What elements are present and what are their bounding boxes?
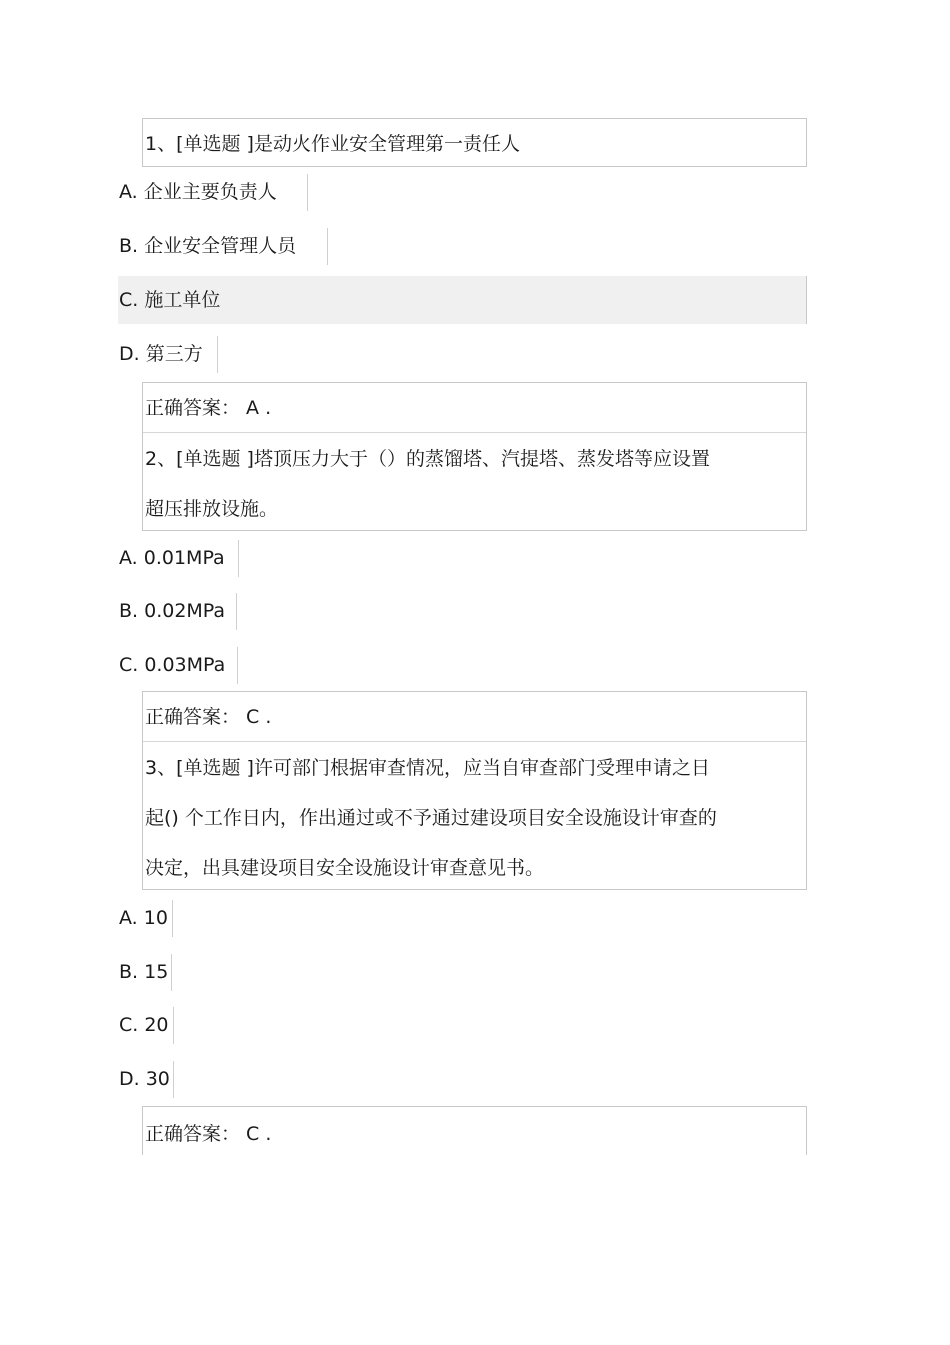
question-3-option-d[interactable] [119,1061,174,1098]
question-2-option-a[interactable] [119,540,239,577]
option-label: B. 15 [119,961,169,983]
question-2-option-c[interactable] [119,647,238,684]
answer-1-text: 正确答案： A . [145,397,272,419]
question-2-option-b[interactable] [119,593,237,630]
question-3-title-line-1: 3、[单选题 ]许可部门根据审查情况，应当自审查部门受理申请之日 [145,757,710,779]
question-3-option-c[interactable] [119,1007,174,1044]
answer-3-box [142,1106,807,1155]
answer-3-text: 正确答案： C . [145,1123,272,1145]
question-1-box [142,118,807,167]
option-label: C. 0.03MPa [119,654,226,676]
question-3-title-line-3: 决定，出具建设项目安全设施设计审查意见书。 [145,857,545,879]
option-label: A. 10 [119,907,168,929]
question-2-box [142,382,807,531]
option-label: B. 企业安全管理人员 [119,235,297,257]
option-label: D. 30 [119,1068,170,1090]
question-3-box [142,691,807,890]
option-label: D. 第三方 [119,343,203,365]
question-3-title-line-2: 起() 个工作日内，作出通过或不予通过建设项目安全设施设计审查的 [145,807,717,829]
option-label: B. 0.02MPa [119,600,226,622]
question-1-option-d[interactable] [119,336,218,373]
answer-1-row [143,383,806,433]
question-1-option-b[interactable] [119,228,328,265]
option-label: A. 0.01MPa [119,547,225,569]
answer-2-row [143,692,806,742]
question-1-title: 1、[单选题 ]是动火作业安全管理第一责任人 [145,133,520,155]
question-2-title-line-1: 2、[单选题 ]塔顶压力大于（）的蒸馏塔、汽提塔、蒸发塔等应设置 [145,448,710,470]
option-label: C. 施工单位 [119,289,221,311]
option-label: A. 企业主要负责人 [119,181,277,203]
question-1-option-a[interactable] [119,174,308,211]
question-3-option-b[interactable] [119,954,172,991]
question-1-option-c[interactable] [118,276,807,324]
option-label: C. 20 [119,1014,169,1036]
question-2-title-line-2: 超压排放设施。 [145,498,279,520]
answer-2-text: 正确答案： C . [145,706,272,728]
question-3-option-a[interactable] [119,900,173,937]
